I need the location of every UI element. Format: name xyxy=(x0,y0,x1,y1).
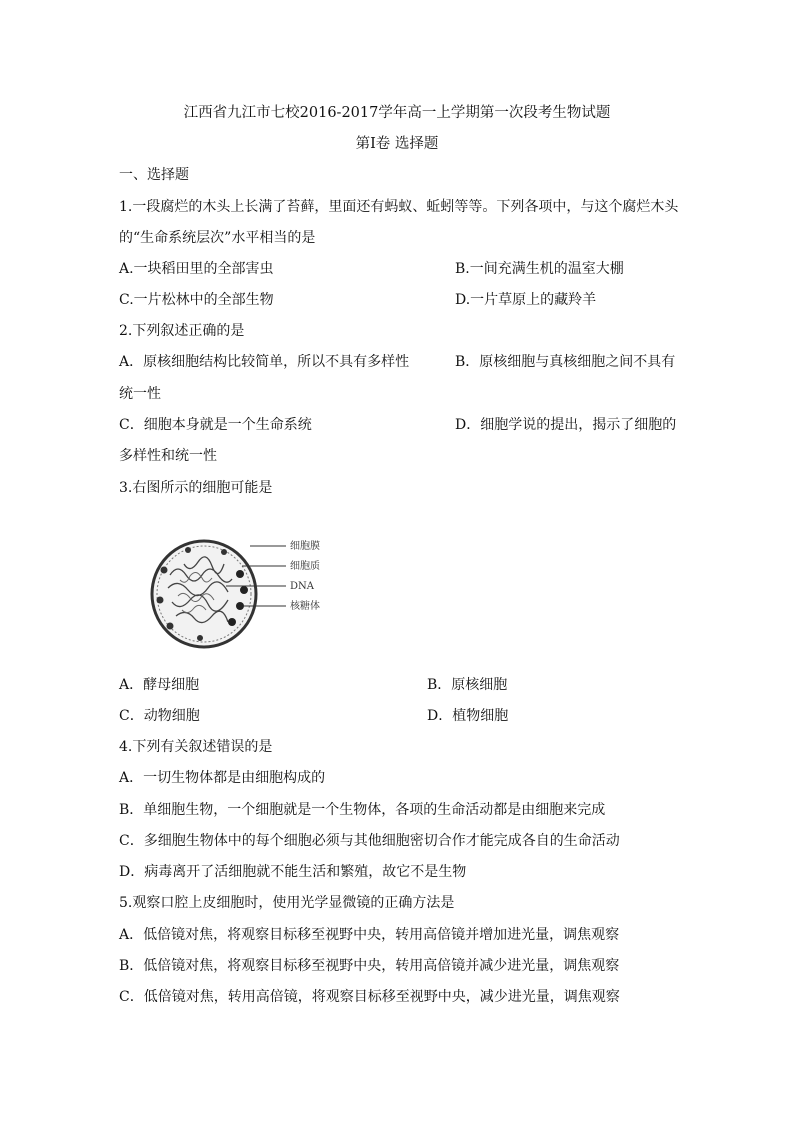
q5-option-c: C．低倍镜对焦，转用高倍镜，将观察目标移至视野中央，减少进光量，调焦观察 xyxy=(119,989,620,1005)
q4-option-d: D．病毒离开了活细胞就不能生活和繁殖，故它不是生物 xyxy=(119,864,467,880)
q5-option-b: B．低倍镜对焦，将观察目标移至视野中央，转用高倍镜并减少进光量，调焦观察 xyxy=(119,958,620,974)
label-cell-membrane: 细胞膜 xyxy=(290,541,320,552)
q2-option-d: D．细胞学说的提出，揭示了细胞的 xyxy=(455,417,677,433)
q3-option-a: A．酵母细胞 xyxy=(119,677,200,693)
q5-stem: 5.观察口腔上皮细胞时，使用光学显微镜的正确方法是 xyxy=(119,895,455,911)
q2-option-b: B．原核细胞与真核细胞之间不具有 xyxy=(455,354,676,370)
label-dna: DNA xyxy=(290,581,314,592)
q3-option-d: D．植物细胞 xyxy=(427,708,509,724)
q3-option-b: B．原核细胞 xyxy=(427,677,508,693)
q1-stem-line2: 的“生命系统层次”水平相当的是 xyxy=(119,230,316,246)
q2-option-c: C．细胞本身就是一个生命系统 xyxy=(119,417,312,433)
q3-option-c: C．动物细胞 xyxy=(119,708,200,724)
q2-option-b-cont: 统一性 xyxy=(119,386,161,402)
q1-option-a: A.一块稻田里的全部害虫 xyxy=(119,261,274,277)
q2-option-d-cont: 多样性和统一性 xyxy=(119,448,217,464)
prokaryotic-cell-diagram xyxy=(140,530,380,660)
paper-part-title: 第Ⅰ卷 选择题 xyxy=(355,136,439,152)
q4-option-a: A．一切生物体都是由细胞构成的 xyxy=(119,770,326,786)
label-ribosome: 核糖体 xyxy=(290,601,320,612)
q1-option-d: D.一片草原上的藏羚羊 xyxy=(455,292,597,308)
q4-option-c: C．多细胞生物体中的每个细胞必须与其他细胞密切合作才能完成各自的生命活动 xyxy=(119,833,620,849)
q1-stem-line1: 1.一段腐烂的木头上长满了苔藓，里面还有蚂蚁、蚯蚓等等。下列各项中，与这个腐烂木头 xyxy=(119,199,679,215)
label-cytoplasm: 细胞质 xyxy=(290,561,320,572)
q1-option-c: C.一片松林中的全部生物 xyxy=(119,292,274,308)
section-heading: 一、选择题 xyxy=(119,167,189,183)
q2-stem: 2.下列叙述正确的是 xyxy=(119,323,245,339)
q4-stem: 4.下列有关叙述错误的是 xyxy=(119,739,273,755)
q5-option-a: A．低倍镜对焦，将观察目标移至视野中央，转用高倍镜并增加进光量，调焦观察 xyxy=(119,927,620,943)
q3-stem: 3.右图所示的细胞可能是 xyxy=(119,480,273,496)
q4-option-b: B．单细胞生物，一个细胞就是一个生物体，各项的生命活动都是由细胞来完成 xyxy=(119,802,606,818)
exam-title: 江西省九江市七校2016-2017学年高一上学期第一次段考生物试题 xyxy=(183,105,611,121)
q2-option-a: A．原核细胞结构比较简单，所以不具有多样性 xyxy=(119,354,410,370)
q1-option-b: B.一间充满生机的温室大棚 xyxy=(455,261,624,277)
